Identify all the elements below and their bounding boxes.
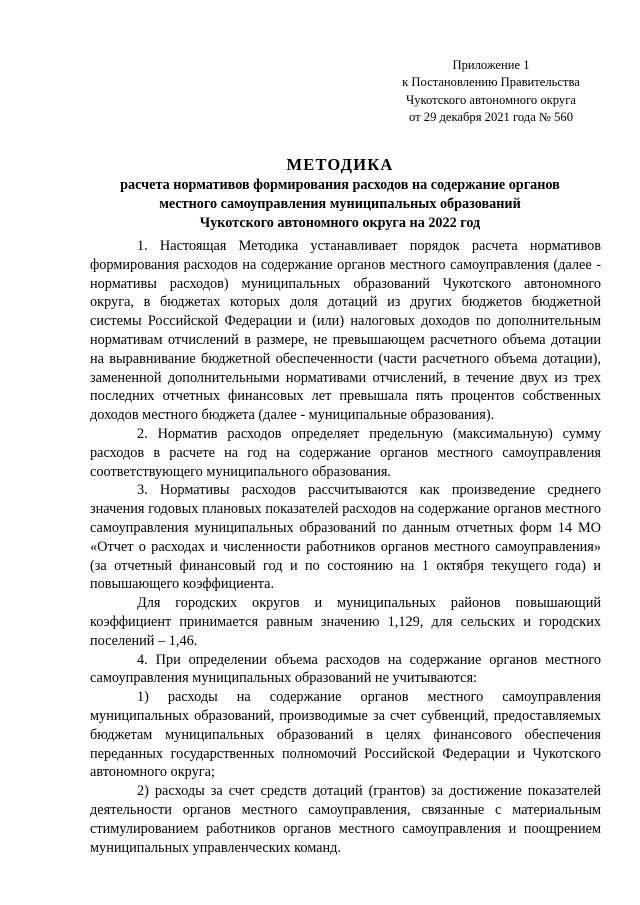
subtitle-line-2: местного самоуправления муниципальных образований (159, 195, 521, 212)
title-block (80, 155, 600, 232)
subtitle-line-3: Чукотского автономного округа на 2022 год (199, 214, 481, 231)
paragraph-3-coefficient: Для городских округов и муниципальных районов повышающий коэффициент принимается равным значению 1,129, для сельских и городских поселений – 1,46. (90, 595, 601, 649)
paragraph-4: 4. При определении объема расходов на содержание органов местного самоуправления муниципальных образований не учитываются: (90, 651, 601, 687)
document-subtitle (80, 176, 600, 232)
paragraph-3: 3. Нормативы расходов рассчитываются как произведение среднего значения годовых плановых показателей расходов на содержание органов местного самоуправления муниципальных образований по данным отчетных форм 14 МО «Отчет о расходах и численности работников органов местного самоуправления» (за отчетный финансовый год и по состоянию на 1 октября текущего года) и повышающего коэффициента. (90, 482, 601, 593)
paragraph-4-item-1: 1) расходы на содержание органов местного самоуправления муниципальных образований, производимые за счет субвенций, предоставляемых бюджетам муниципальных образований в целях финансового обеспечения переданных государственных полномочий Российской Федерации и Чукотского автономного округа; (90, 689, 601, 781)
paragraph-1: 1. Настоящая Методика устанавливает порядок расчета нормативов формирования расходов на содержание органов местного самоуправления (далее - нормативы расходов) муниципальных образований Чукотского автономного округа, в бюджетах которых доля дотаций из других бюджетов бюджетной системы Российской Федерации и (или) налоговых доходов по дополнительным нормативам отчислений в размере, не превышающем расчетного объема дотации на выравнивание бюджетной обеспеченности (части расчетного объема дотации), замененной дополнительными нормативами отчислений, в течение двух из трех последних отчетных финансовых лет превышала пять процентов собственных доходов местного бюджета (далее - муниципальные образования). (90, 238, 601, 424)
paragraph-2: 2. Норматив расходов определяет предельную (максимальную) сумму расходов в расчете на год на содержание органов местного самоуправления соответствующего муниципального образования. (90, 425, 601, 480)
appendix-number: Приложение 1 (452, 58, 530, 72)
appendix-date-number: от 29 декабря 2021 года № 560 (408, 109, 573, 124)
document-title: МЕТОДИКА (286, 155, 394, 174)
appendix-resolution-ref: к Постановлению Правительства (402, 75, 580, 90)
paragraph-4-item-2: 2) расходы за счет средств дотаций (грантов) за достижение показателей деятельности органов местного самоуправления, связанные с материальным стимулированием работников органов местного самоуправления и поощрением муниципальных управленческих команд. (90, 783, 601, 856)
subtitle-line-1: расчета нормативов формирования расходов на содержание органов (120, 177, 560, 193)
appendix-region: Чукотского автономного округа (406, 92, 576, 107)
document-body (90, 237, 601, 857)
appendix-header (386, 57, 596, 126)
